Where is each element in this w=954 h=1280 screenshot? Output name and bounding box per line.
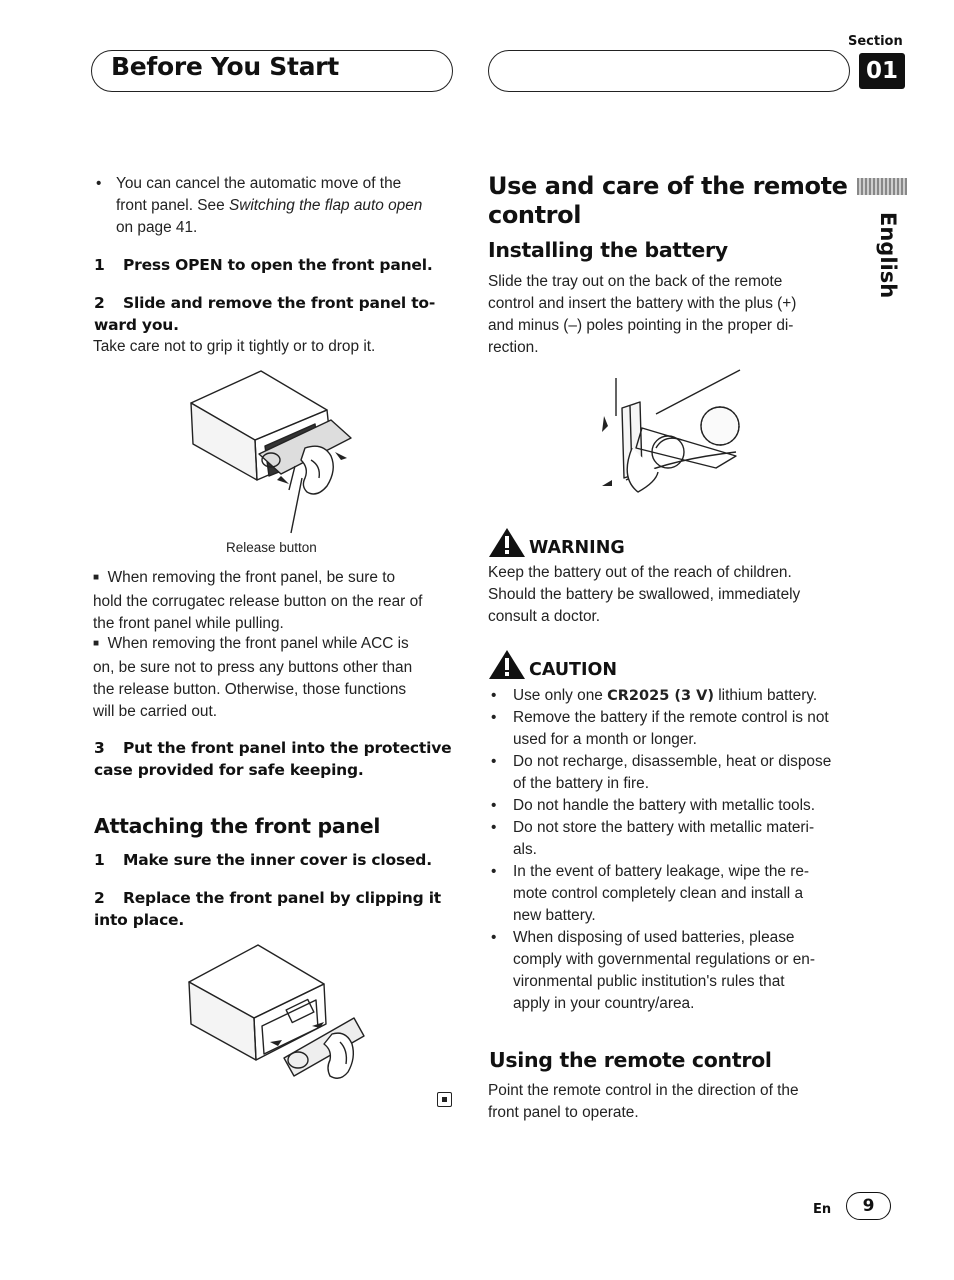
step-text: Replace the front panel by clipping it	[123, 889, 442, 907]
paragraph-line: Slide the tray out on the back of the remote	[488, 273, 783, 290]
caution-line: comply with governmental regulations or en-	[513, 951, 815, 968]
caution-line: mote control completely clean and install a	[513, 885, 804, 902]
language-tab-label: English	[876, 212, 900, 299]
battery-type: CR2025 (3 V)	[607, 688, 714, 704]
caution-title: CAUTION	[529, 660, 618, 680]
caution-text: lithium battery.	[713, 687, 818, 704]
bullet-line	[116, 195, 422, 217]
header-empty-frame	[488, 50, 850, 92]
note-text: When removing the front panel, be sure to	[107, 569, 396, 586]
bullet-dot: •	[491, 929, 497, 946]
paragraph-line: control and insert the battery with the plus (+)	[488, 295, 797, 312]
note-text: When removing the front panel while ACC is	[107, 635, 409, 652]
bullet-dot: •	[491, 687, 497, 704]
bullet-dot: •	[96, 175, 102, 192]
note-line: the release button. Otherwise, those functions	[93, 681, 407, 698]
caution-item	[488, 927, 858, 1015]
step-text: Press OPEN to open the front panel.	[123, 256, 433, 274]
bullet-dot: •	[491, 797, 497, 814]
paragraph-line: Point the remote control in the direction of the	[488, 1082, 799, 1099]
step-text: Make sure the inner cover is closed.	[123, 851, 432, 869]
note-mark: ■	[93, 638, 100, 649]
caution-line: vironmental public institution's rules that	[513, 973, 785, 990]
step-number: 1	[94, 851, 105, 869]
section-label: Section	[848, 34, 903, 49]
language-tab	[862, 212, 902, 299]
caution-line: In the event of battery leakage, wipe the re-	[513, 863, 810, 880]
bullet-cancel-auto-move	[96, 173, 423, 239]
warning-title: WARNING	[529, 538, 625, 558]
step-text: case provided for safe keeping.	[94, 761, 364, 779]
caution-line: Do not handle the battery with metallic tools.	[513, 797, 815, 814]
figure-remove-front-panel	[185, 368, 375, 538]
heading-use-and-care	[488, 172, 848, 230]
step-2-slide-remove	[94, 292, 435, 336]
step-number: 2	[94, 294, 105, 312]
step-text: Put the front panel into the protective	[123, 739, 452, 757]
heading-installing-battery: Installing the battery	[488, 238, 728, 262]
bullet-dot: •	[491, 709, 497, 726]
page-language-code: En	[813, 1202, 832, 1217]
cross-reference-link: Switching the flap auto open	[228, 197, 423, 214]
caution-line: Remove the battery if the remote control is not	[513, 709, 829, 726]
step-1-open-panel	[94, 254, 433, 276]
heading-using-remote: Using the remote control	[489, 1048, 772, 1072]
page-header-title: Before You Start	[111, 52, 339, 81]
step-text: Slide and remove the front panel to-	[123, 294, 436, 312]
step-text: ward you.	[94, 316, 179, 334]
page-number: 9	[846, 1192, 891, 1220]
section-number-badge: 01	[859, 53, 905, 89]
paragraph-line: and minus (–) poles pointing in the proper di-	[488, 317, 794, 334]
end-mark-fill	[442, 1097, 447, 1102]
end-of-section-mark	[437, 1092, 452, 1107]
bullet-dot: •	[491, 753, 497, 770]
note-mark: ■	[93, 572, 100, 583]
figure-attach-front-panel	[186, 942, 366, 1082]
figure-battery-tray	[596, 368, 746, 496]
caution-line: When disposing of used batteries, please	[513, 929, 795, 946]
install-battery-text	[488, 271, 848, 359]
bullet-line: You can cancel the automatic move of the	[116, 175, 402, 192]
bullet-text: front panel. See	[116, 197, 229, 214]
bullet-dot: •	[491, 863, 497, 880]
paragraph-line: Keep the battery out of the reach of children.	[488, 564, 792, 581]
caution-item	[488, 861, 858, 927]
caution-line: Do not recharge, disassemble, heat or dispose	[513, 753, 832, 770]
step-number: 2	[94, 889, 105, 907]
warning-text	[488, 562, 848, 628]
caution-icon	[488, 649, 526, 680]
note-release-button	[93, 567, 453, 635]
step-3-protective-case	[94, 737, 451, 781]
caution-list	[488, 685, 858, 1015]
note-line: the front panel while pulling.	[93, 615, 284, 632]
paragraph-line: rection.	[488, 339, 539, 356]
heading-line: control	[488, 201, 582, 229]
warning-icon	[488, 527, 526, 558]
caution-line: apply in your country/area.	[513, 995, 695, 1012]
paragraph-line: consult a doctor.	[488, 608, 601, 625]
heading-attaching-front-panel: Attaching the front panel	[94, 814, 381, 838]
caution-line: als.	[513, 841, 537, 858]
step-number: 1	[94, 256, 105, 274]
caution-text: Use only one	[513, 687, 608, 704]
caution-line: Do not store the battery with metallic materi-	[513, 819, 815, 836]
step-2-note: Take care not to grip it tightly or to drop it.	[93, 338, 376, 355]
attach-step-1	[94, 849, 432, 871]
caution-item	[488, 817, 858, 861]
using-remote-text	[488, 1080, 848, 1124]
caution-item	[488, 707, 858, 751]
note-acc-on	[93, 633, 453, 723]
attach-step-2	[94, 887, 441, 931]
paragraph-line: Should the battery be swallowed, immediately	[488, 586, 801, 603]
caution-item	[488, 751, 858, 795]
bullet-line: on page 41.	[116, 219, 198, 236]
note-line: will be carried out.	[93, 703, 218, 720]
step-number: 3	[94, 739, 105, 757]
bullet-dot: •	[491, 819, 497, 836]
figure-caption-release-button: Release button	[226, 540, 317, 555]
paragraph-line: front panel to operate.	[488, 1104, 639, 1121]
note-line	[93, 633, 453, 657]
step-text: into place.	[94, 911, 185, 929]
caution-item	[488, 795, 858, 817]
note-line	[93, 567, 453, 591]
note-line: hold the corrugatec release button on the rear of	[93, 593, 423, 610]
language-tab-bar	[857, 178, 907, 195]
heading-line: Use and care of the remote	[488, 172, 848, 200]
caution-line: used for a month or longer.	[513, 731, 697, 748]
note-line: on, be sure not to press any buttons other than	[93, 659, 413, 676]
caution-line: new battery.	[513, 907, 596, 924]
caution-item	[488, 685, 858, 707]
caution-line: of the battery in fire.	[513, 775, 650, 792]
